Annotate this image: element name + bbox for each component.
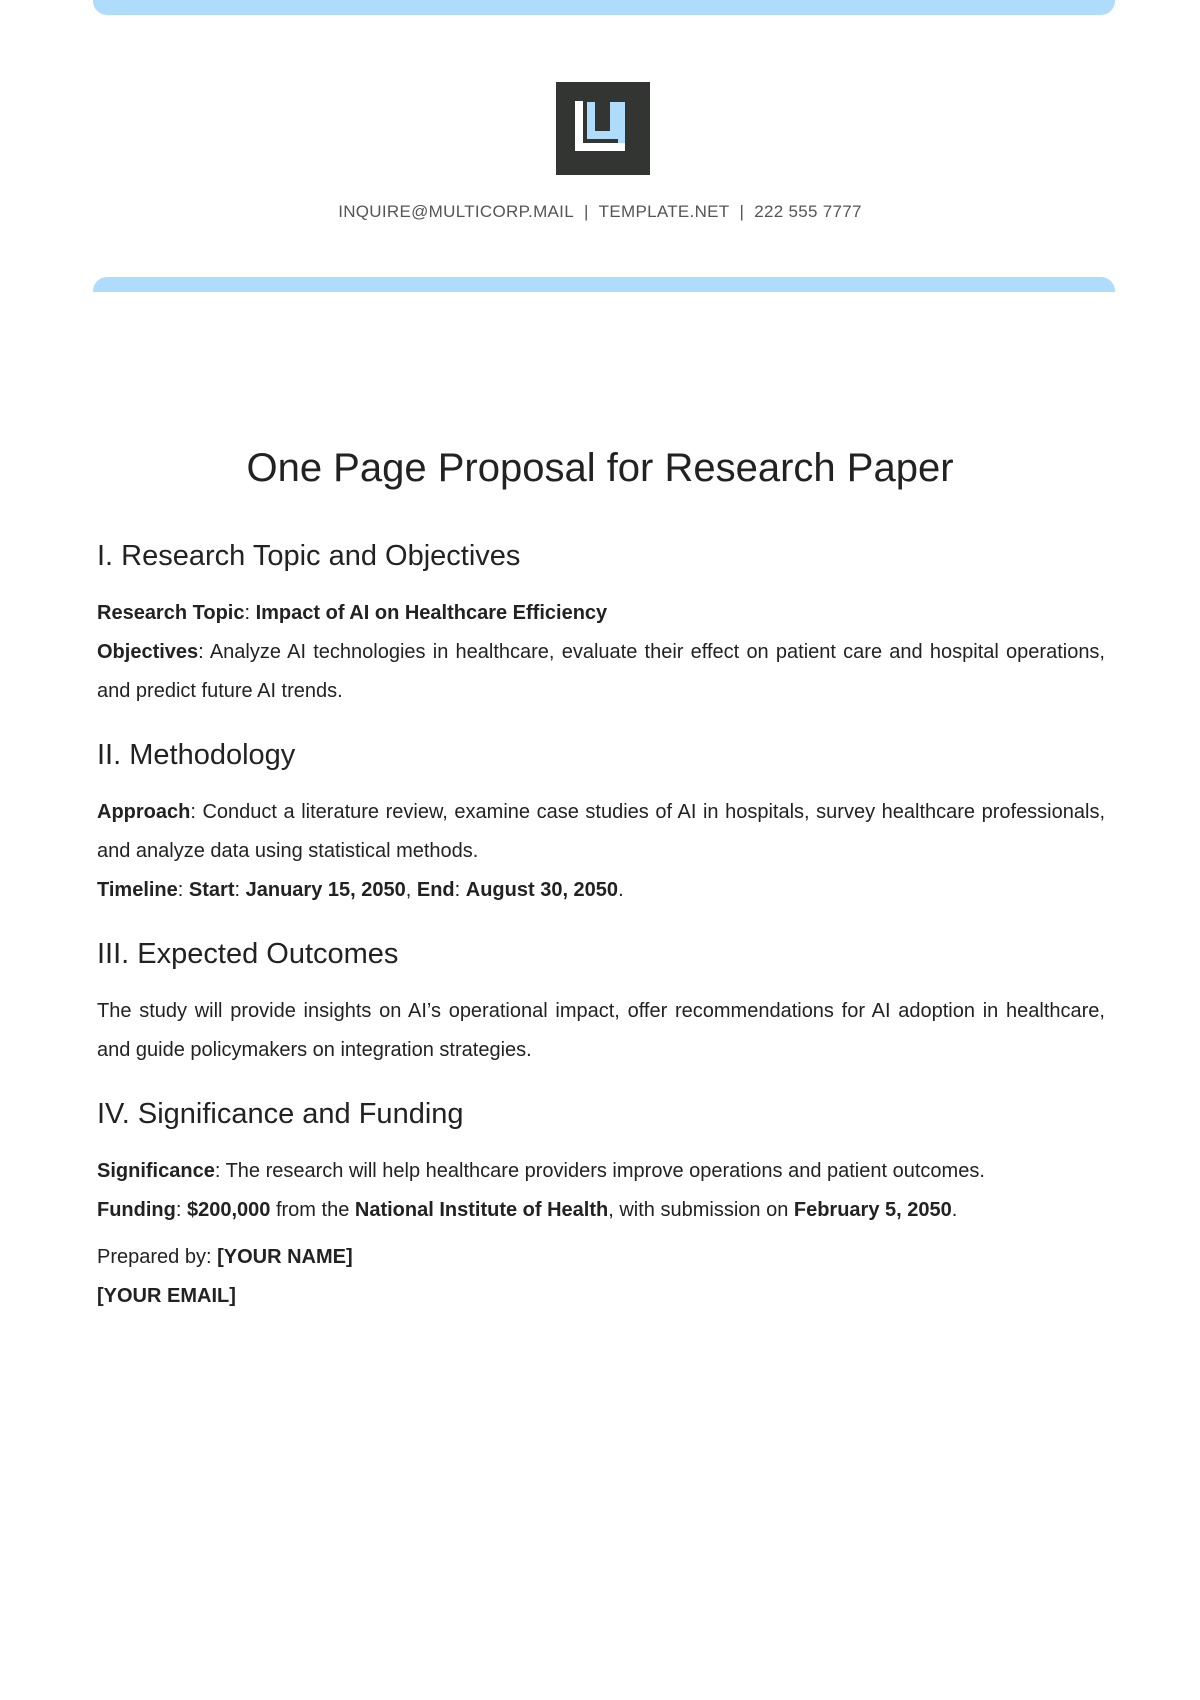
section-heading: IV. Significance and Funding	[97, 1098, 464, 1130]
document-body	[97, 536, 1105, 1316]
separator: |	[739, 202, 745, 221]
timeline: Timeline: Start: January 15, 2050, End: August 30, 2050.	[97, 879, 624, 901]
label: Significance	[97, 1160, 215, 1182]
outcomes-text: The study will provide insights on AI’s operational impact, offer recommendations for AI adoption in healthcare, and guide policymakers on integration strategies.	[97, 1000, 1105, 1061]
section-research-topic	[97, 536, 1105, 711]
significance-text: The research will help healthcare providers improve operations and patient outcomes.	[225, 1160, 985, 1182]
preparer-name: [YOUR NAME]	[217, 1246, 353, 1268]
prepared-by	[97, 1238, 1105, 1277]
section-heading: III. Expected Outcomes	[97, 938, 399, 970]
section-heading: II. Methodology	[97, 739, 296, 771]
header-bottom-band	[93, 277, 1115, 292]
label: Objectives	[97, 641, 199, 663]
section-significance-funding	[97, 1094, 1105, 1230]
email-value: [YOUR EMAIL]	[97, 1285, 236, 1307]
contact-phone: 222 555 7777	[754, 202, 862, 221]
signature-block	[97, 1238, 1105, 1316]
label: Timeline	[97, 879, 178, 901]
funding: Funding: $200,000 from the National Institute of Health, with submission on February 5, 2050.	[97, 1199, 958, 1221]
contact-email: INQUIRE@MULTICORP.MAIL	[338, 202, 574, 221]
label: Approach	[97, 801, 191, 823]
section-expected-outcomes	[97, 934, 1105, 1070]
label: Funding	[97, 1199, 176, 1221]
preparer-email	[97, 1277, 1105, 1316]
objectives: Objectives: Analyze AI technologies in healthcare, evaluate their effect on patient care and hospital operations, and predict future AI trends.	[97, 641, 1105, 702]
label: Start	[188, 879, 235, 901]
research-topic: Research Topic: Impact of AI on Healthcare Efficiency	[97, 602, 608, 624]
funding-amount: $200,000	[186, 1199, 271, 1221]
top-decorative-band	[93, 0, 1115, 15]
text: from the	[275, 1199, 350, 1221]
funding-source: National Institute of Health	[354, 1199, 609, 1221]
company-logo	[556, 82, 650, 175]
section-methodology	[97, 735, 1105, 910]
approach: Approach: Conduct a literature review, examine case studies of AI in hospitals, survey healthcare professionals, and analyze data using statistical methods.	[97, 801, 1105, 862]
separator: |	[583, 202, 589, 221]
label: Research Topic	[97, 602, 245, 624]
label: Prepared by:	[97, 1246, 212, 1268]
contact-website: TEMPLATE.NET	[598, 202, 730, 221]
start-date: January 15, 2050	[245, 879, 406, 901]
topic-value: Impact of AI on Healthcare Efficiency	[255, 602, 608, 624]
approach-text: Conduct a literature review, examine case studies of AI in hospitals, survey healthcare professionals, and analyze data using statistical methods.	[97, 801, 1105, 862]
objectives-text: Analyze AI technologies in healthcare, evaluate their effect on patient care and hospital operations, and predict future AI trends.	[97, 641, 1105, 702]
contact-info	[0, 202, 1200, 222]
submission-date: February 5, 2050	[793, 1199, 952, 1221]
label: End	[416, 879, 455, 901]
text: , with submission on	[608, 1199, 789, 1221]
section-heading: I. Research Topic and Objectives	[97, 540, 521, 572]
end-date: August 30, 2050	[465, 879, 619, 901]
significance: Significance: The research will help healthcare providers improve operations and patient outcomes.	[97, 1160, 985, 1182]
page-title: One Page Proposal for Research Paper	[246, 446, 954, 490]
